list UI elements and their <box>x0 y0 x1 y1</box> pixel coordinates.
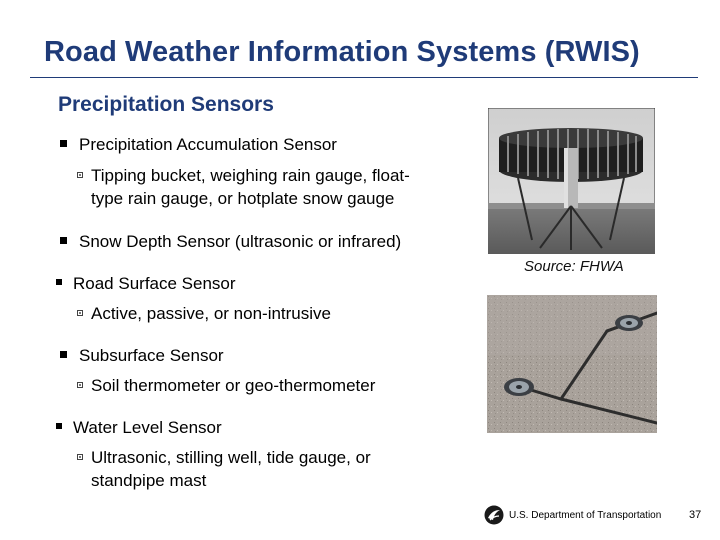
hollow-square-bullet-icon <box>77 382 83 388</box>
sub-bullet-line-2: type rain gauge, or hotplate snow gauge <box>91 189 395 208</box>
bullet-text: Precipitation Accumulation Sensor <box>79 135 337 154</box>
bullet-text: Water Level Sensor <box>73 418 222 437</box>
dot-logo-icon <box>484 505 504 525</box>
precipitation-gauge-photo <box>488 108 655 254</box>
sub-bullet-line-1: Active, passive, or non-intrusive <box>91 304 331 323</box>
square-bullet-icon <box>60 237 67 244</box>
page-number: 37 <box>689 509 702 521</box>
square-bullet-icon <box>56 423 62 429</box>
title-divider <box>30 77 698 78</box>
square-bullet-icon <box>60 351 67 358</box>
square-bullet-icon <box>56 279 62 285</box>
bullet-text: Subsurface Sensor <box>79 346 224 365</box>
sub-bullet-line-1: Tipping bucket, weighing rain gauge, float- <box>91 166 410 185</box>
sub-bullet-line-2: standpipe mast <box>91 471 207 490</box>
slide-title: Road Weather Information Systems (RWIS) <box>44 36 640 68</box>
hollow-square-bullet-icon <box>77 454 83 460</box>
image-source-caption: Source: FHWA <box>524 258 624 275</box>
road-surface-sensor-photo <box>487 295 657 433</box>
square-bullet-icon <box>60 140 67 147</box>
sub-bullet-road-surface-types <box>77 303 457 325</box>
hollow-square-bullet-icon <box>77 310 83 316</box>
bullet-text: Snow Depth Sensor (ultrasonic or infrared) <box>79 232 402 251</box>
slide-subtitle: Precipitation Sensors <box>58 93 274 116</box>
sub-bullet-subsurface-types <box>77 375 457 397</box>
footer-agency: U.S. Department of Transportation <box>509 510 662 521</box>
sub-bullet-line-1: Ultrasonic, stilling well, tide gauge, or <box>91 448 371 467</box>
hollow-square-bullet-icon <box>77 172 83 178</box>
sub-bullet-precipitation-types <box>77 165 477 209</box>
sub-bullet-line-1: Soil thermometer or geo-thermometer <box>91 376 376 395</box>
bullet-text: Road Surface Sensor <box>73 274 236 293</box>
sub-bullet-water-level-types <box>77 447 477 491</box>
